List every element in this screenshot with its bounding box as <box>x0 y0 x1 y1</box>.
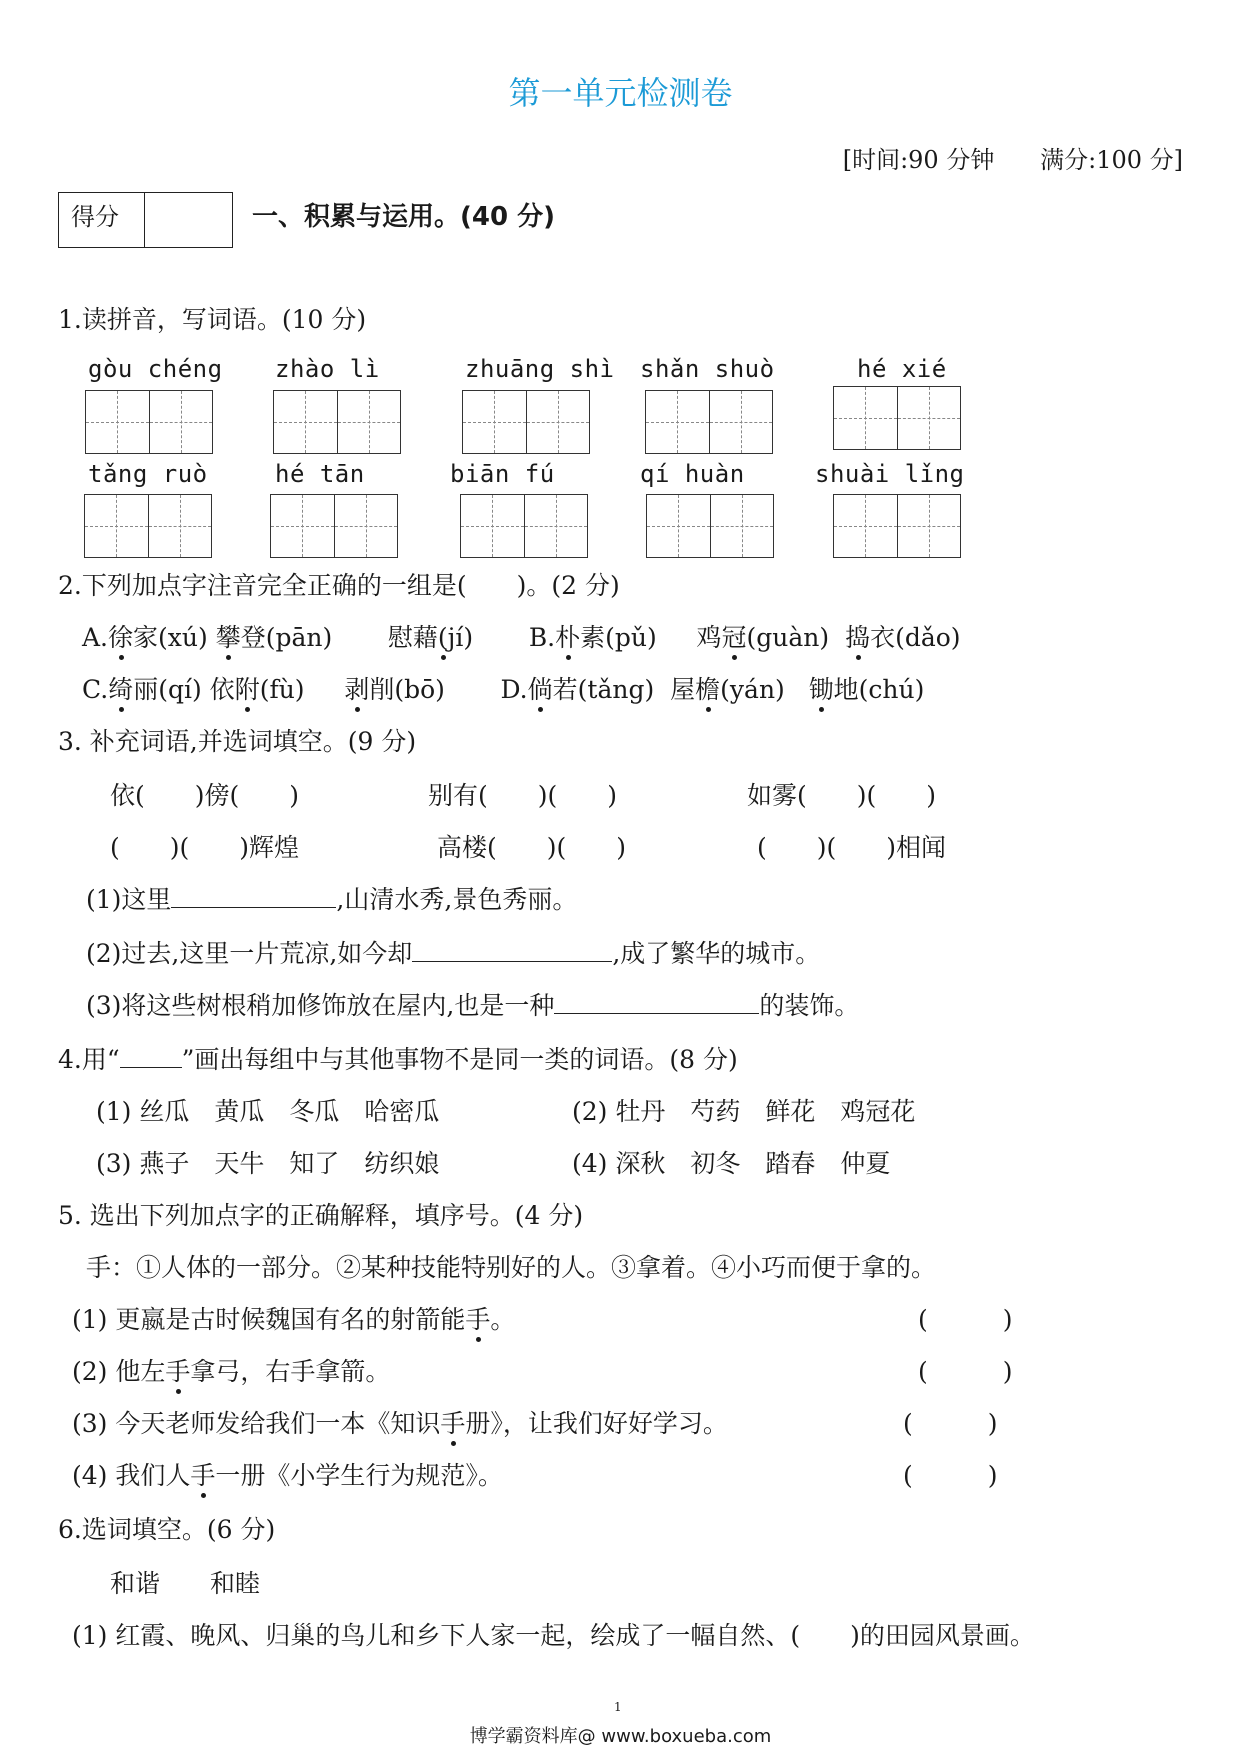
q3-stem: 3. 补充词语,并选词填空。(9 分) <box>58 727 417 756</box>
dotted-char: 手 <box>440 1404 465 1440</box>
word-text: 慰 <box>387 623 413 652</box>
item-text: (2) 他左 <box>72 1357 166 1386</box>
writing-grid[interactable] <box>460 494 588 558</box>
q5-stem: 5. 选出下列加点字的正确解释，填序号。(4 分) <box>58 1201 584 1230</box>
answer-paren[interactable]: ( ) <box>903 1409 998 1438</box>
q5-item <box>72 1456 503 1492</box>
fill-word[interactable]: 高楼( )( ) <box>437 833 627 862</box>
fill-word[interactable]: 如雾( )( ) <box>747 781 937 810</box>
word-text: (fù) <box>259 675 305 704</box>
word-text: 素(pǔ) <box>580 623 657 652</box>
writing-grid[interactable] <box>833 494 961 558</box>
answer-paren[interactable]: ( ) <box>918 1357 1013 1386</box>
dotted-char: 手 <box>465 1300 490 1336</box>
dotted-char: 藉(jí) <box>413 618 473 654</box>
option-letter: C. <box>82 675 109 704</box>
dotted-char: 倘 <box>528 670 553 706</box>
fill-word[interactable]: ( )( )辉煌 <box>110 833 300 862</box>
item-text: 拿弓，右手拿箭。 <box>190 1357 391 1386</box>
word-group: (4) 深秋 初冬 踏春 仲夏 <box>572 1149 891 1178</box>
pinyin: shǎn shuò <box>640 355 775 383</box>
dotted-char: 手 <box>190 1456 215 1492</box>
writing-grid[interactable] <box>833 386 961 450</box>
fill-word[interactable]: 别有( )( ) <box>428 781 618 810</box>
stem-text: ”画出每组中与其他事物不是同一类的词语。(8 分) <box>181 1045 738 1074</box>
score-label: 得分 <box>59 193 145 247</box>
q1-stem: 1.读拼音，写词语。(10 分) <box>58 305 367 334</box>
q6-stem: 6.选词填空。(6 分) <box>58 1515 276 1544</box>
page-title: 第一单元检测卷 <box>508 74 733 112</box>
dotted-char: 攀 <box>216 618 241 654</box>
dotted-char: 手 <box>165 1352 190 1388</box>
exam-meta <box>843 140 1183 175</box>
sentence-text: (2)过去,这里一片荒凉,如今却 <box>86 939 413 968</box>
item-text: (1) 更嬴是古时候魏国有名的射箭能 <box>72 1305 466 1334</box>
dotted-char: 冠 <box>722 618 747 654</box>
full-score: 满分:100 分] <box>1040 146 1183 174</box>
q3-sentence <box>86 880 577 916</box>
dotted-char: 附 <box>235 670 260 706</box>
section-heading: 一、积累与运用。(40 分) <box>252 202 555 232</box>
pinyin: biān fú <box>450 460 555 488</box>
word-text: 鸡 <box>696 623 722 652</box>
word-group: (2) 牡丹 芍药 鲜花 鸡冠花 <box>572 1097 916 1126</box>
word-text: 地(chú) <box>833 675 925 704</box>
dotted-char: 朴 <box>555 618 580 654</box>
footer-watermark: 博学霸资料库@ www.boxueba.com <box>469 1726 772 1747</box>
pinyin: gòu chéng <box>88 355 223 383</box>
dotted-char: 剥 <box>344 670 369 706</box>
q3-sentence <box>86 934 820 970</box>
option-letter: A. <box>82 623 109 652</box>
option-letter: D. <box>500 675 528 704</box>
word-group: (1) 丝瓜 黄瓜 冬瓜 哈密瓜 <box>96 1097 440 1126</box>
writing-grid[interactable] <box>273 390 401 454</box>
writing-grid[interactable] <box>84 494 212 558</box>
pinyin: shuài lǐng <box>815 460 965 488</box>
item-text: 一册《小学生行为规范》。 <box>215 1461 503 1490</box>
sentence-text: (3)将这些树根稍加修饰放在屋内,也是一种 <box>86 991 555 1020</box>
word-text: 屋 <box>670 675 696 704</box>
item-text: (3) 今天老师发给我们一本《知识 <box>72 1409 441 1438</box>
word-text: (yán) <box>720 675 785 704</box>
writing-grid[interactable] <box>645 390 773 454</box>
answer-blank[interactable] <box>412 935 612 962</box>
writing-grid[interactable] <box>646 494 774 558</box>
pinyin: qí huàn <box>640 460 745 488</box>
pinyin: tǎng ruò <box>88 460 208 488</box>
q4-stem <box>58 1040 738 1076</box>
word-text: 家(xú) <box>133 623 208 652</box>
item-text: (4) 我们人 <box>72 1461 191 1490</box>
answer-blank[interactable] <box>554 987 759 1014</box>
answer-paren[interactable]: ( ) <box>903 1461 998 1490</box>
q5-definition: 手：①人体的一部分。②某种技能特别好的人。③拿着。④小巧而便于拿的。 <box>86 1253 937 1282</box>
dotted-char: 绮 <box>108 670 133 706</box>
item-text: 。 <box>490 1305 516 1334</box>
q5-item <box>72 1300 515 1336</box>
sentence-text: (1)这里 <box>86 885 172 914</box>
q5-item <box>72 1352 390 1388</box>
pinyin: hé xié <box>857 355 947 383</box>
q6-options: 和谐 和睦 <box>110 1569 261 1598</box>
dotted-char: 锄 <box>809 670 834 706</box>
writing-grid[interactable] <box>462 390 590 454</box>
time-limit: [时间:90 分钟 <box>842 146 995 174</box>
q6-sentence: (1) 红霞、晚风、归巢的鸟儿和乡下人家一起，绘成了一幅自然、( )的田园风景画。 <box>72 1621 1035 1650</box>
word-text: 削(bō) <box>369 675 445 704</box>
q2-option-row <box>82 618 961 654</box>
dotted-char: 徐 <box>108 618 133 654</box>
word-text: (guàn) <box>746 623 830 652</box>
q5-item <box>72 1404 728 1440</box>
answer-paren[interactable]: ( ) <box>918 1305 1013 1334</box>
word-text: 依 <box>209 675 235 704</box>
dotted-char: 檐 <box>695 670 720 706</box>
stem-text: 4.用“ <box>58 1045 120 1074</box>
writing-grid[interactable] <box>85 390 213 454</box>
word-text: 若(tǎng) <box>552 675 655 704</box>
pinyin: zhuāng shì <box>465 355 615 383</box>
word-group: (3) 燕子 天牛 知了 纺织娘 <box>96 1149 440 1178</box>
q2-stem: 2.下列加点字注音完全正确的一组是( )。(2 分) <box>58 571 620 600</box>
fill-word[interactable]: 依( )傍( ) <box>110 781 300 810</box>
answer-blank[interactable] <box>171 881 336 908</box>
option-letter: B. <box>528 623 556 652</box>
word-text: 衣(dǎo) <box>870 623 961 652</box>
dotted-char: 捣 <box>845 618 870 654</box>
item-text: 册》，让我们好好学习。 <box>465 1409 728 1438</box>
q3-sentence <box>86 986 859 1022</box>
page-number: 1 <box>614 1700 622 1714</box>
score-field[interactable] <box>145 193 232 247</box>
pinyin: zhào lì <box>275 355 380 383</box>
sentence-text: 的装饰。 <box>759 991 860 1020</box>
q2-option-row <box>82 670 924 706</box>
writing-grid[interactable] <box>270 494 398 558</box>
word-text: 丽(qí) <box>133 675 202 704</box>
score-box <box>58 192 233 248</box>
pinyin: hé tān <box>275 460 365 488</box>
fill-word[interactable]: ( )( )相闻 <box>757 833 947 862</box>
word-text: 登(pān) <box>240 623 333 652</box>
underline-sample <box>120 1041 182 1068</box>
sentence-text: ,成了繁华的城市。 <box>612 939 821 968</box>
sentence-text: ,山清水秀,景色秀丽。 <box>336 885 578 914</box>
